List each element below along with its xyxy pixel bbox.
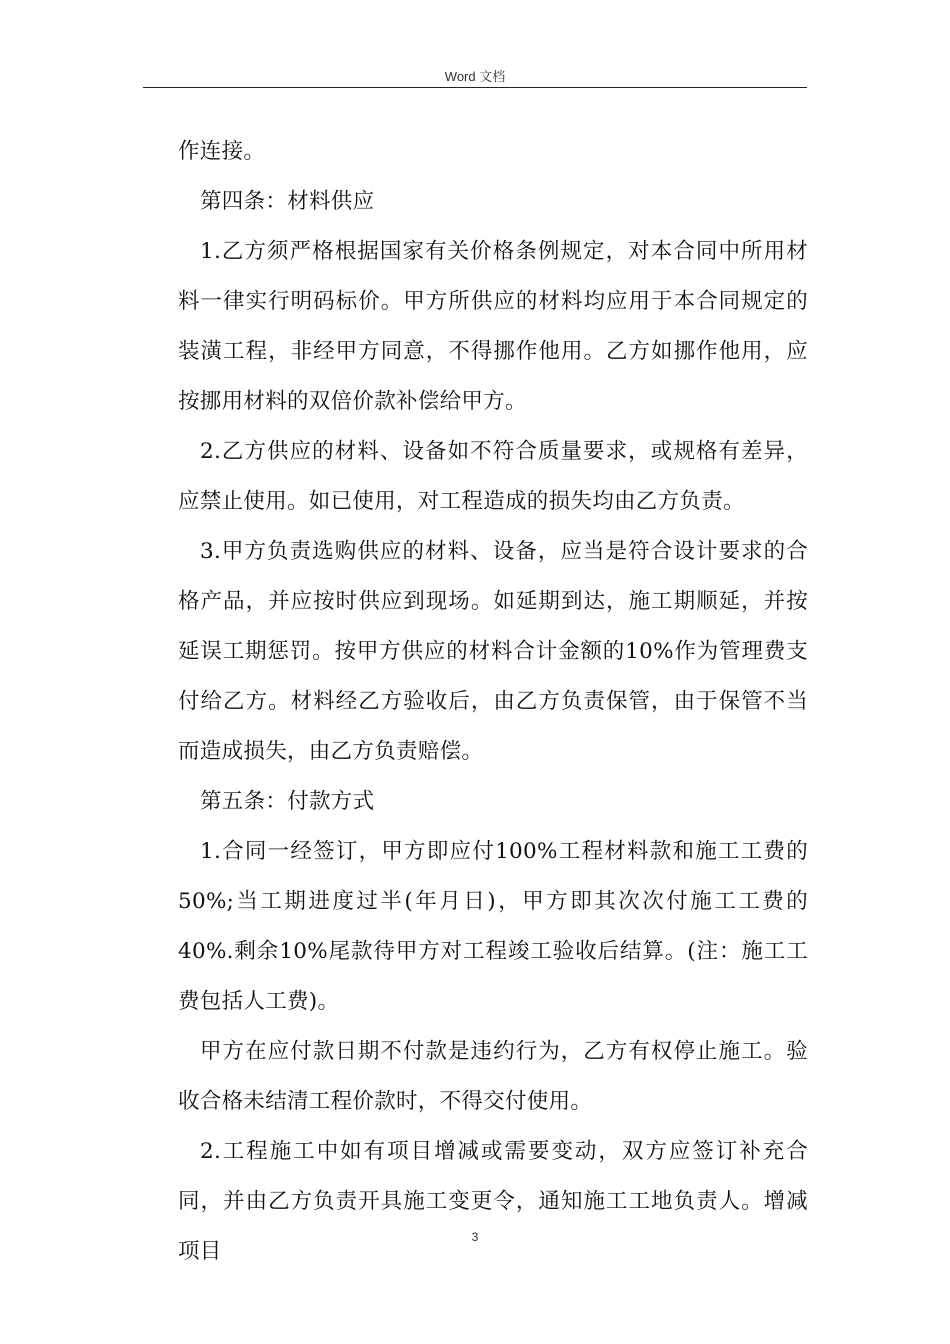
paragraph-article-5-note: 甲方在应付款日期不付款是违约行为，乙方有权停止施工。验收合格未结清工程价款时，不得交付使用。	[178, 1039, 808, 1114]
paragraph-article-5-item-1: 1.合同一经签订，甲方即应付100%工程材料款和施工工费的50%;当工期进度过半(年月日)，甲方即其次次付施工工费的40%.剩余10%尾款待甲方对工程竣工验收后结算。(注：施工工费包括人工费)。	[178, 839, 808, 1014]
paragraph-article-5-item-2: 2.工程施工中如有项目增减或需要变动，双方应签订补充合同，并由乙方负责开具施工变更令，通知施工工地负责人。增减项目	[178, 1139, 808, 1264]
section-heading-article-4: 第四条：材料供应	[200, 189, 375, 214]
section-heading-article-5: 第五条：付款方式	[200, 789, 375, 814]
header-divider	[143, 87, 807, 88]
document-body	[178, 127, 808, 1277]
page-header: Word 文档	[444, 69, 506, 84]
paragraph-article-4-item-2: 2.乙方供应的材料、设备如不符合质量要求，或规格有差异，应禁止使用。如已使用，对工程造成的损失均由乙方负责。	[178, 439, 808, 514]
paragraph-article-4-item-1: 1.乙方须严格根据国家有关价格条例规定，对本合同中所用材料一律实行明码标价。甲方所供应的材料均应用于本合同规定的装潢工程，非经甲方同意，不得挪作他用。乙方如挪作他用，应按挪用材料的双倍价款补偿给甲方。	[178, 239, 808, 414]
paragraph-article-4-item-3: 3.甲方负责选购供应的材料、设备，应当是符合设计要求的合格产品，并应按时供应到现场。如延期到达，施工期顺延，并按延误工期惩罚。按甲方供应的材料合计金额的10%作为管理费支付给乙方。材料经乙方验收后，由乙方负责保管，由于保管不当而造成损失，由乙方负责赔偿。	[178, 539, 808, 764]
paragraph-continuation: 作连接。	[178, 139, 266, 164]
page-number: 3	[471, 1230, 479, 1244]
